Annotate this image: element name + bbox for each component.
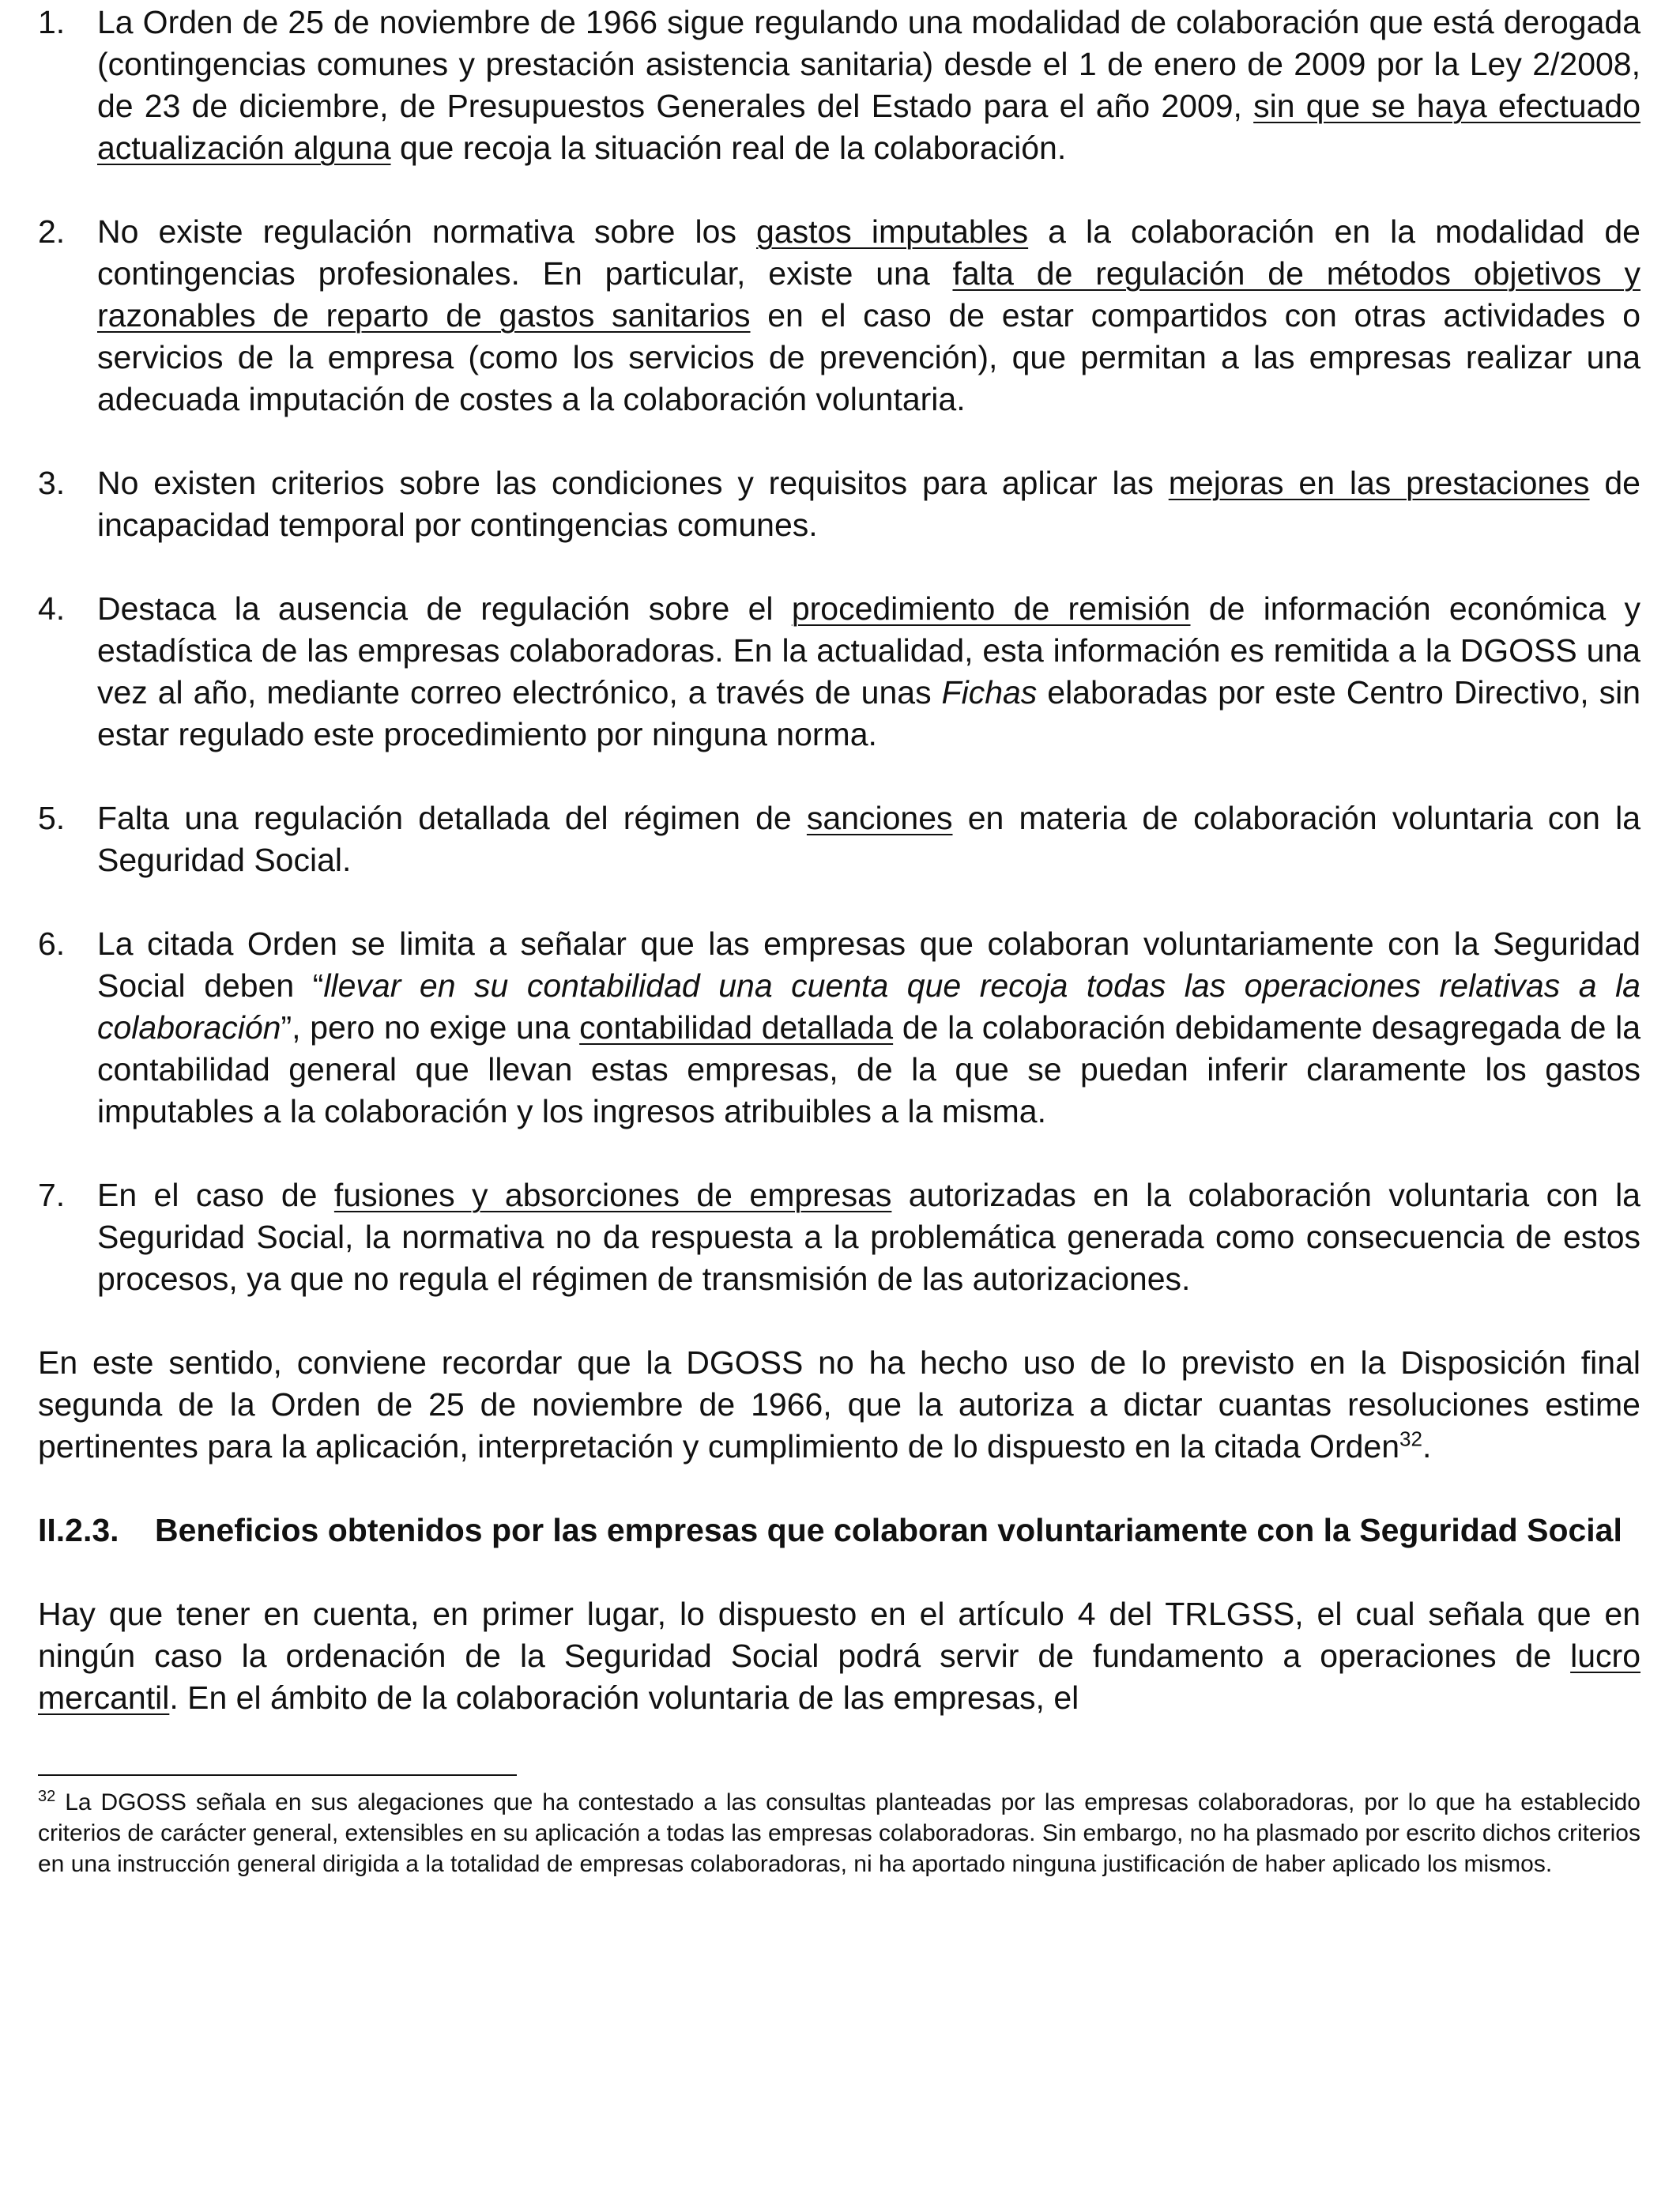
section-heading <box>38 1510 1640 1551</box>
text-run: autorizadas en la colaboración voluntaria con la Seguridad Social, la normativa no da respuesta a la problemática generada como consecuencia de estos procesos, ya que no regula el régimen de transmisión de las autorizaciones. <box>97 1177 1640 1297</box>
document-page <box>38 0 1640 1879</box>
list-item-number: 3. <box>38 465 66 501</box>
list-item-text <box>97 797 1640 881</box>
underlined-text: mejoras en las prestaciones <box>1168 465 1590 501</box>
list-item <box>38 211 1640 420</box>
paragraph-text <box>38 1593 1640 1719</box>
text-run: La citada Orden se limita a señalar que las empresas que colaboran voluntariamente con la Seguridad Social deben “ <box>97 925 1640 1004</box>
text-run: No existen criterios sobre las condiciones y requisitos para aplicar las <box>97 465 1169 501</box>
list-item <box>38 588 1640 756</box>
list-item-text <box>97 462 1640 546</box>
list-item <box>38 1174 1640 1300</box>
list-item-text <box>97 588 1640 756</box>
list-item-text <box>97 923 1640 1133</box>
text-run: En este sentido, conviene recordar que la DGOSS no ha hecho uso de lo previsto en la Disposición final segunda de la Orden de 25 de noviembre de 1966, que la autoriza a dictar cuantas resoluciones estime pertinentes para la aplicación, interpretación y cumplimiento de lo dispuesto en la citada Orden <box>38 1344 1640 1465</box>
underlined-text: gastos imputables <box>756 213 1029 250</box>
text-run: La Orden de 25 de noviembre de 1966 sigue regulando una modalidad de colaboración que está derogada (contingencias comunes y prestación asistencia sanitaria) desde el 1 de enero de 2009 por la Ley 2/2008, de 23 de diciembre, de Presupuestos Generales del Estado para el año 2009, <box>97 4 1640 124</box>
list-item-number: 1. <box>38 4 66 40</box>
underlined-text: falta de regulación de métodos objetivos y razonables de reparto de gastos sanitarios <box>97 255 1640 334</box>
underlined-text: sin que se haya efectuado actualización alguna <box>97 88 1640 166</box>
section-number: II.2.3. <box>38 1512 119 1548</box>
list-item <box>38 797 1640 881</box>
text-run: que recoja la situación real de la colaboración. <box>390 130 1067 166</box>
underlined-text: sanciones <box>806 800 953 836</box>
italic-text: Fichas <box>941 674 1038 711</box>
footnote-separator <box>38 1774 517 1776</box>
list-item <box>38 923 1640 1133</box>
text-run: En el caso de <box>97 1177 334 1213</box>
text-run: a la colaboración en la modalidad de contingencias profesionales. En particular, existe una <box>97 213 1640 292</box>
text-run: de información económica y estadística de las empresas colaboradoras. En la actualidad, esta información es remitida a la DGOSS una vez al año, mediante correo electrónico, a través de unas <box>97 590 1640 711</box>
text-run: Hay que tener en cuenta, en primer lugar, lo dispuesto en el artículo 4 del TRLGSS, el cual señala que en ningún caso la ordenación de la Seguridad Social podrá servir de fundamento a operaciones de <box>38 1596 1640 1674</box>
section-title: Beneficios obtenidos por las empresas que colaboran voluntariamente con la Seguridad Social <box>155 1512 1622 1548</box>
text-run: elaboradas por este Centro Directivo, sin estar regulado este procedimiento por ninguna norma. <box>97 674 1640 752</box>
underlined-text: procedimiento de remisión <box>791 590 1191 627</box>
list-item-text <box>97 211 1640 420</box>
list-item-number: 4. <box>38 590 66 627</box>
list-item-number: 2. <box>38 213 66 250</box>
text-run: . <box>1422 1428 1432 1465</box>
text-run: en el caso de estar compartidos con otras actividades o servicios de la empresa (como los servicios de prevención), que permitan a las empresas realizar una adecuada imputación de costes a la colaboración voluntaria. <box>97 297 1640 417</box>
list-item-number: 6. <box>38 925 66 962</box>
paragraph-text <box>38 1342 1640 1468</box>
text-run: de la colaboración debidamente desagregada de la contabilidad general que llevan estas empresas, de la que se puedan inferir claramente los gastos imputables a la colaboración y los ingresos atribuibles a la misma. <box>97 1009 1641 1129</box>
underlined-text: lucro mercantil <box>38 1638 1640 1716</box>
text-run: Destaca la ausencia de regulación sobre el <box>97 590 792 627</box>
list-item <box>38 462 1640 546</box>
list-item-number: 7. <box>38 1177 66 1213</box>
underlined-text: fusiones y absorciones de empresas <box>333 1177 892 1213</box>
body-paragraph-trlgss <box>38 1593 1640 1719</box>
text-run: No existe regulación normativa sobre los <box>97 213 756 250</box>
underlined-text: contabilidad detallada <box>579 1009 894 1046</box>
footnote-ref: 32 <box>38 1788 56 1805</box>
text-run: La DGOSS señala en sus alegaciones que ha contestado a las consultas planteadas por las empresas colaboradoras, por lo que ha establecido criterios de carácter general, extensibles en su aplicación a todas las empresas colaboradoras. Sin embargo, no ha plasmado por escrito dichos criterios en una instrucción general dirigida a la totalidad de empresas colaboradoras, ni ha aportado ninguna justificación de haber aplicado los mismos. <box>38 1789 1640 1877</box>
footnote-ref: 32 <box>1399 1427 1422 1451</box>
text-run: . En el ámbito de la colaboración voluntaria de las empresas, el <box>169 1679 1079 1716</box>
list-item-text <box>97 2 1640 169</box>
italic-text: llevar en su contabilidad una cuenta que recoja todas las operaciones relativas a la colaboración <box>97 967 1640 1046</box>
text-run: en materia de colaboración voluntaria con la Seguridad Social. <box>97 800 1640 878</box>
text-run: de incapacidad temporal por contingencias comunes. <box>97 465 1640 543</box>
deficiencies-list <box>38 2 1640 1300</box>
list-item-number: 5. <box>38 800 66 836</box>
text-run: Falta una regulación detallada del régimen de <box>97 800 807 836</box>
list-item <box>38 2 1640 169</box>
text-run: ”, pero no exige una <box>281 1009 580 1046</box>
footnote-32 <box>38 1787 1640 1879</box>
body-paragraph-dgoss <box>38 1342 1640 1468</box>
list-item-text <box>97 1174 1640 1300</box>
